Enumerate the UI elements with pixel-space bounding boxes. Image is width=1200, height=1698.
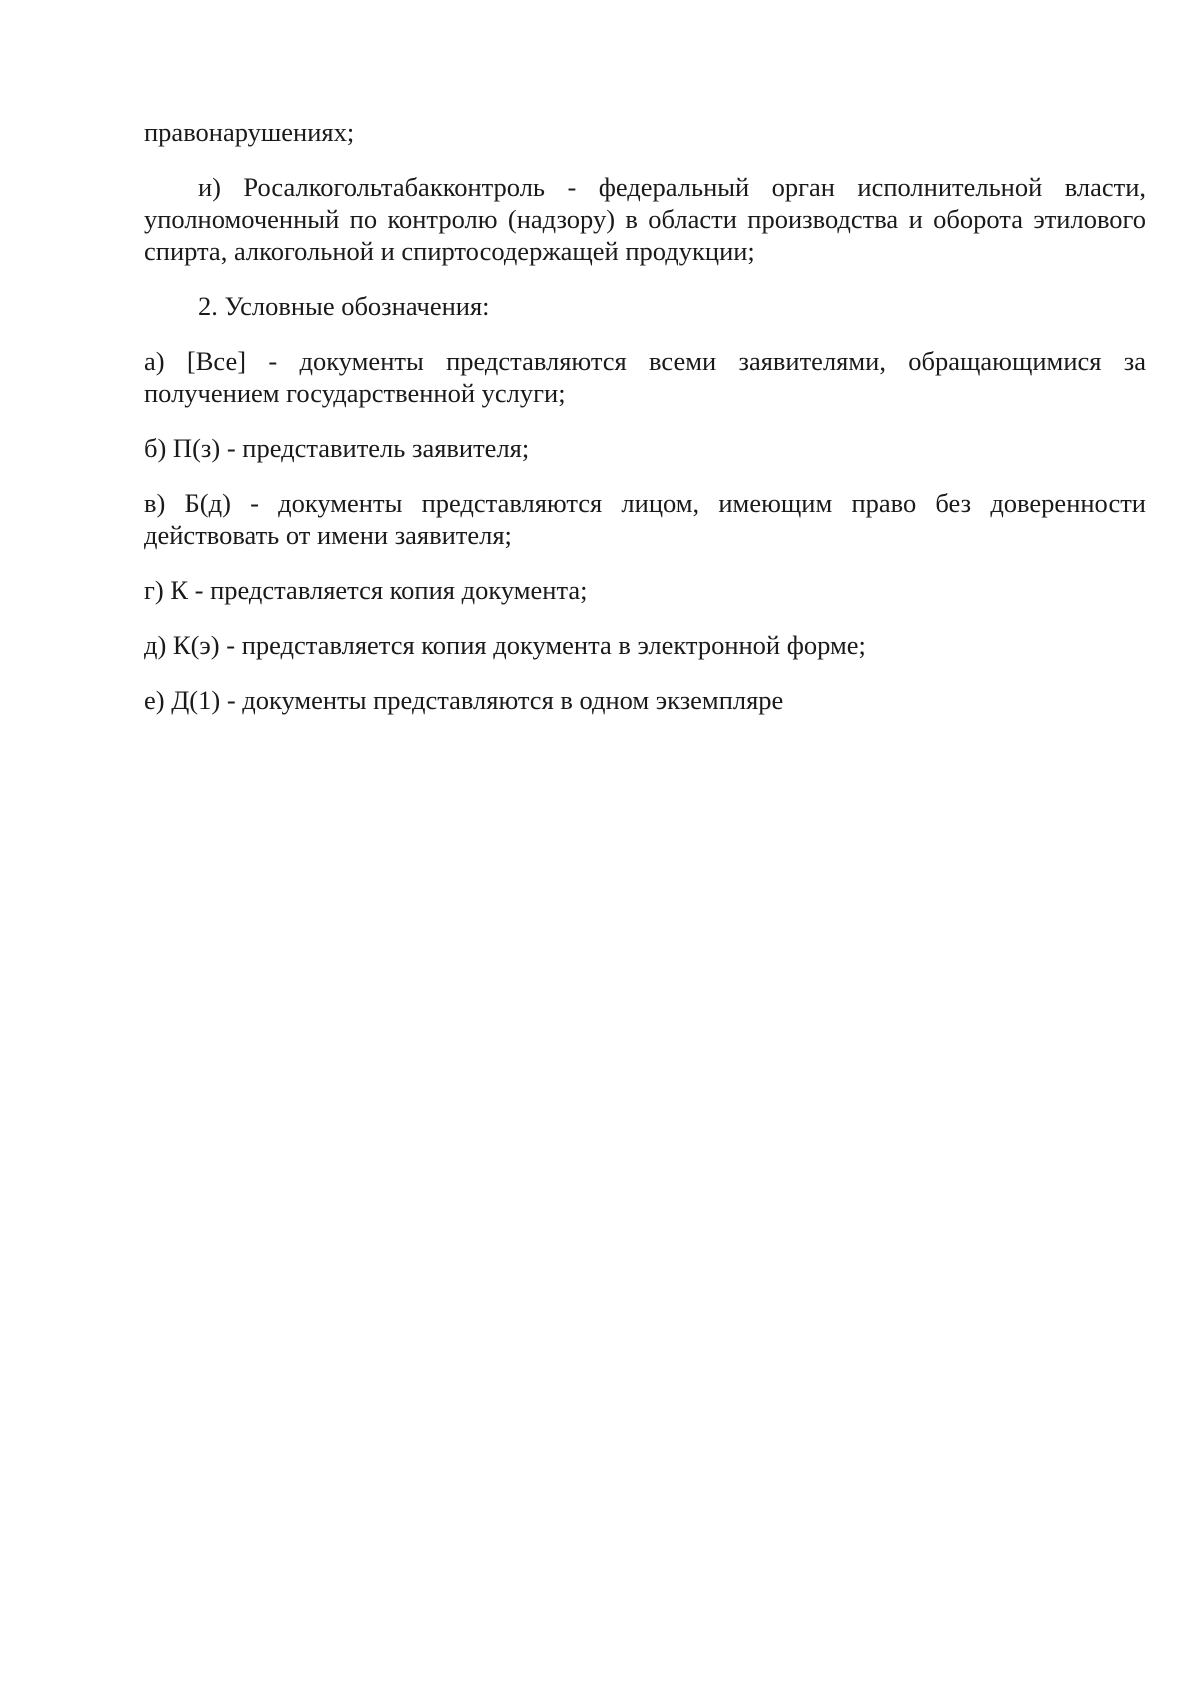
paragraph-item-i: и) Росалкогольтабакконтроль - федеральный орган исполнительной власти, уполномоченный по контролю (надзору) в области производства и оборота этилового спирта, алкогольной и спиртосодержащей продукции; <box>144 172 1146 266</box>
document-body <box>144 116 1146 739</box>
symbol-item-a: а) [Все] - документы представляются всеми заявителями, обращающимися за получением государственной услуги; <box>144 346 1146 408</box>
symbol-item-v: в) Б(д) - документы представляются лицом, имеющим право без доверенности действовать от имени заявителя; <box>144 488 1146 550</box>
symbol-item-b: б) П(з) - представитель заявителя; <box>144 433 530 463</box>
paragraph-continuation: правонарушениях; <box>144 117 355 147</box>
section-heading-symbols: 2. Условные обозначения: <box>198 291 490 321</box>
symbol-item-d: д) К(э) - представляется копия документа в электронной форме; <box>144 630 866 660</box>
symbol-item-g: г) К - представляется копия документа; <box>144 575 588 605</box>
symbol-item-e: е) Д(1) - документы представляются в одном экземпляре <box>144 685 784 715</box>
